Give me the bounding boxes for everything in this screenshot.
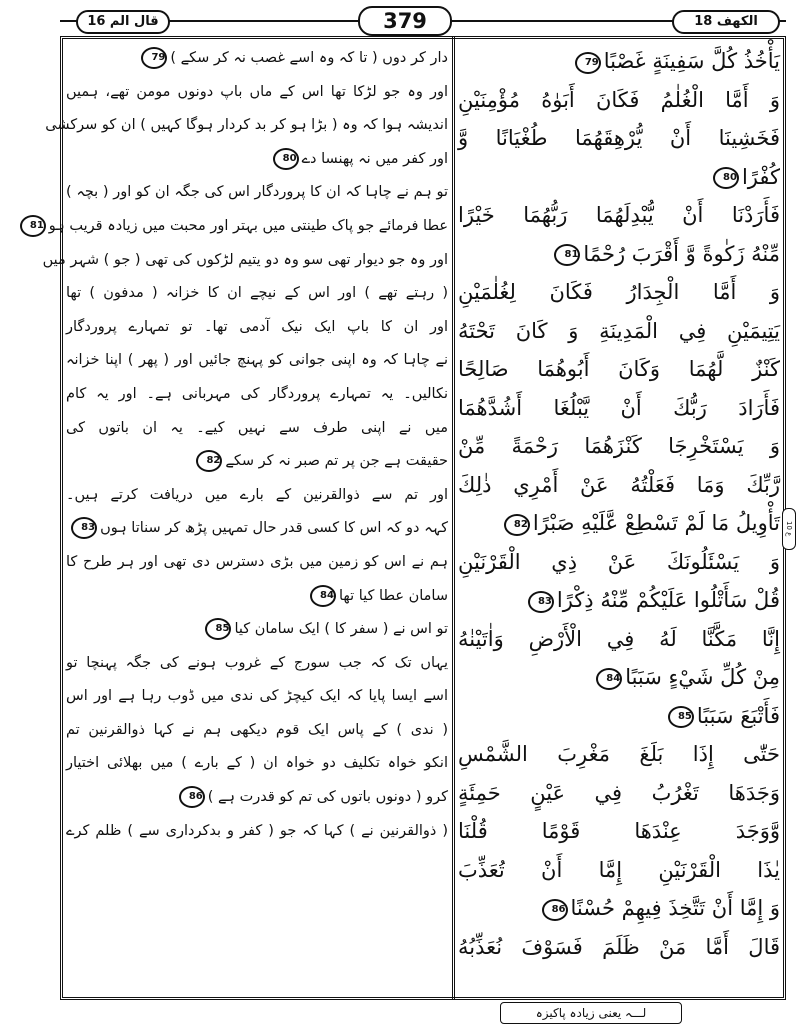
- urdu-translation-column: [29, 42, 448, 848]
- urdu-translation-text: دار کر دوں ( تا کہ وہ اسے غصب نہ کر سکے ): [170, 50, 448, 66]
- arabic-verse-text: وَ أَمَّا الْغُلٰمُ فَكَانَ أَبَوٰهُ مُؤْمِنَيْنِ: [458, 87, 780, 112]
- arabic-verse-text: حَتّٰى إِذَا بَلَغَ مَغْرِبَ الشَّمْسِ: [458, 742, 780, 766]
- urdu-translation-text: اندیشہ ہوا کہ وہ ( بڑا ہو کر بد کردار ہوگا کہیں ) ان کو سرکشی: [45, 117, 448, 134]
- ayah-number-marker: 79: [575, 52, 601, 74]
- arabic-verse-line: [458, 196, 780, 235]
- urdu-translation-text: ( ذوالقرنین نے ) کہا کہ جو ( کفر و بدکرداری سے ) ظلم کرے: [66, 822, 448, 839]
- urdu-translation-line: [66, 143, 448, 177]
- urdu-translation-line: [66, 176, 448, 210]
- ayah-number-marker: 81: [554, 244, 580, 266]
- urdu-translation-text: ( ندی ) کے پاس ایک قوم دیکھی ہم نے کہا ذوالقرنین تم: [66, 721, 448, 738]
- ayah-number-marker: 79: [141, 47, 167, 69]
- urdu-translation-text: اور تم سے ذوالقرنین کے بارے میں دریافت کرتے ہیں۔: [66, 486, 448, 503]
- urdu-translation-text: ہم نے اس کو زمین میں بڑی دسترس دی تھی اور ہر طرح کا: [66, 553, 448, 570]
- quran-page: [20, 6, 793, 1020]
- urdu-translation-line: [66, 747, 448, 781]
- arabic-verse-text: وَ يَسْئَلُونَكَ عَنْ ذِي الْقَرْنَيْنِ: [458, 549, 780, 574]
- urdu-translation-line: [66, 546, 448, 580]
- arabic-verse-text: مِّنْهُ زَكٰوةً وَّ أَقْرَبَ رُحْمًا: [583, 241, 780, 266]
- urdu-translation-text: اور وہ جو لڑکا تھا اس کے ماں باپ دونوں مومن تھے، ہمیں: [66, 83, 448, 100]
- urdu-translation-line: [29, 210, 448, 244]
- ayah-number-marker: 86: [542, 899, 568, 921]
- arabic-verse-text: فَأَرَادَ رَبُّكَ أَنْ يَّبْلُغَا أَشُدَّهُمَا: [458, 395, 780, 420]
- urdu-translation-line: [45, 109, 448, 143]
- urdu-translation-text: نکالیں۔ یہ تمہارے پروردگار کی مہربانی ہے۔ اور یہ کام: [66, 385, 448, 402]
- urdu-translation-text: حقیقت ہے جن پر تم صبر نہ کر سکے: [225, 453, 448, 470]
- arabic-verse-text: فَأَرَدْنَا أَنْ يُّبْدِلَهُمَا رَبُّهُمَا خَيْرًا: [458, 203, 780, 227]
- urdu-translation-line: [66, 311, 448, 345]
- arabic-verse-line: [458, 658, 780, 697]
- urdu-translation-line: [66, 445, 448, 479]
- page-header: [20, 6, 786, 36]
- ayah-number-marker: 82: [504, 514, 530, 536]
- urdu-translation-text: میں نے اپنی طرف سے نہیں کیے۔ یہ ان باتوں کی: [66, 419, 448, 436]
- urdu-translation-line: [66, 412, 448, 446]
- urdu-translation-text: اور ان کا باپ ایک نیک آدمی تھا۔ تو تمہارے پروردگار: [66, 318, 448, 335]
- arabic-verse-line: [458, 812, 780, 851]
- arabic-verse-line: [458, 620, 780, 659]
- ayah-number-marker: 86: [179, 786, 205, 808]
- ayah-number-marker: 85: [668, 706, 694, 728]
- urdu-translation-line: [66, 277, 448, 311]
- urdu-translation-line: [66, 479, 448, 513]
- urdu-translation-line: [66, 580, 448, 614]
- ayah-number-marker: 83: [528, 591, 554, 613]
- page-number: 379: [358, 6, 452, 36]
- arabic-verse-text: قُلْ سَأَتْلُوا عَلَيْكُمْ مِّنْهُ ذِكْرًا: [556, 588, 780, 612]
- surah-name-label: الکھف 18: [672, 10, 780, 34]
- urdu-translation-text: انکو خواہ تکلیف دو خواہ ان ( کے بارے ) میں بھلائی اختیار: [66, 755, 448, 772]
- arabic-verse-text: يَأْخُذُ كُلَّ سَفِينَةٍ غَصْبًا: [603, 49, 780, 73]
- urdu-translation-text: کہہ دو کہ اس کا کسی قدر حال تمہیں پڑھ کر سناتا ہوں: [100, 520, 448, 537]
- urdu-translation-line: [66, 42, 448, 76]
- arabic-verse-text: فَأَتْبَعَ سَبَبًا: [696, 703, 780, 728]
- ayah-number-marker: 83: [71, 517, 97, 539]
- arabic-verse-line: [458, 273, 780, 312]
- arabic-verse-line: [458, 42, 780, 81]
- urdu-translation-line: [66, 344, 448, 378]
- arabic-verse-text: يَتِيمَيْنِ فِي الْمَدِينَةِ وَ كَانَ تَحْتَهُ: [458, 318, 780, 343]
- arabic-verse-line: [458, 543, 780, 582]
- arabic-verse-text: إِنَّا مَكَّنَّا لَهُ فِي الْأَرْضِ وَاٰتَيْنٰهُ: [458, 626, 780, 651]
- arabic-verse-text: وَ يَسْتَخْرِجَا كَنْزَهُمَا رَحْمَةً مِّنْ: [458, 434, 780, 458]
- arabic-verse-text: يٰذَا الْقَرْنَيْنِ إِمَّا أَنْ تُعَذِّبَ: [458, 857, 780, 882]
- urdu-translation-line: [66, 512, 448, 546]
- urdu-translation-text: تو ہم نے چاہا کہ ان کا پروردگار اس کی جگہ ان کو اور ( بچہ ): [66, 184, 448, 201]
- arabic-verse-text: قَالَ أَمَّا مَنْ ظَلَمَ فَسَوْفَ نُعَذِّبُهُ: [458, 934, 780, 959]
- arabic-verse-text: وَ إِمَّا أَنْ تَتَّخِذَ فِيهِمْ حُسْنًا: [570, 896, 780, 920]
- arabic-verse-line: [458, 774, 780, 813]
- arabic-verse-line: [458, 235, 780, 274]
- urdu-translation-text: اسے ایسا پایا کہ ایک کیچڑ کی ندی میں ڈوب رہا ہے اور اس: [66, 688, 448, 705]
- urdu-translation-line: [66, 714, 448, 748]
- urdu-translation-text: یہاں تک کہ جب سورج کے غروب ہونے کی جگہ پہنچا تو: [66, 654, 448, 671]
- urdu-translation-text: نے چاہا کہ وہ اپنی جوانی کو پہنچ جائیں اور ( پھر ) اپنا خزانہ: [66, 352, 448, 369]
- arabic-verse-line: [458, 427, 780, 466]
- urdu-translation-text: اور کفر میں نہ پھنسا دے: [301, 150, 448, 167]
- arabic-verse-line: [458, 119, 780, 158]
- ayah-number-marker: 82: [196, 450, 222, 472]
- ayah-number-marker: 84: [310, 585, 336, 607]
- arabic-verse-text: فَخَشِينَا أَنْ يُّرْهِقَهُمَا طُغْيَانًا وَّ: [458, 126, 780, 150]
- ayah-number-marker: 80: [273, 148, 299, 170]
- urdu-translation-line: [66, 781, 448, 815]
- arabic-verse-text: تَأْوِيلُ مَا لَمْ تَسْطِعْ عَّلَيْهِ صَبْرًا: [532, 511, 780, 535]
- arabic-verse-text: رَّبِّكَ وَمَا فَعَلْتُهُ عَنْ أَمْرِي ذٰلِكَ: [458, 472, 780, 497]
- urdu-translation-text: اور وہ جو دیوار تھی سو وہ دو یتیم لڑکوں کی تھی ( جو ) شہر میں: [42, 251, 448, 268]
- arabic-verse-line: [458, 81, 780, 120]
- urdu-translation-text: ( رہتے تھے ) اور اس کے نیچے ان کا خزانہ ( مدفون ) تھا: [66, 285, 448, 302]
- arabic-verse-line: [458, 889, 780, 928]
- arabic-verse-line: [458, 851, 780, 890]
- ayah-number-marker: 84: [596, 668, 622, 690]
- arabic-verse-text: كُفْرًا: [741, 164, 780, 189]
- arabic-verse-line: [458, 928, 780, 967]
- arabic-verse-text: مِنْ كُلِّ شَيْءٍ سَبَبًا: [625, 665, 780, 689]
- urdu-translation-line: [66, 378, 448, 412]
- arabic-verse-text: وَجَدَهَا تَغْرُبُ فِي عَيْنٍ حَمِئَةٍ: [458, 780, 780, 805]
- arabic-verse-line: [458, 504, 780, 543]
- urdu-translation-line: [66, 647, 448, 681]
- arabic-verse-line: [458, 581, 780, 620]
- arabic-verse-text: وَ أَمَّا الْجِدَارُ فَكَانَ لِغُلٰمَيْنِ: [458, 280, 780, 304]
- arabic-verse-line: [458, 312, 780, 351]
- ruku-marker: ع 10: [782, 508, 796, 550]
- urdu-translation-line: [42, 244, 448, 278]
- arabic-verse-line: [458, 697, 780, 736]
- arabic-verse-line: [458, 466, 780, 505]
- urdu-translation-text: عطا فرمائے جو پاک طینتی میں بہتر اور محبت میں زیادہ قریب ہو: [48, 217, 448, 234]
- arabic-verse-text: وَّوَجَدَ عِنْدَهَا قَوْمًا قُلْنَا: [458, 819, 780, 843]
- footnote: لـــہ یعنی زیادہ پاکیزہ: [500, 1002, 682, 1024]
- arabic-verse-line: [458, 158, 780, 197]
- arabic-text-column: [458, 42, 780, 966]
- urdu-translation-line: [66, 613, 448, 647]
- urdu-translation-line: [66, 815, 448, 849]
- arabic-verse-line: [458, 350, 780, 389]
- para-name-label: قال الم 16: [76, 10, 170, 34]
- urdu-translation-text: تو اس نے ( سفر کا ) ایک سامان کیا: [234, 621, 448, 638]
- ayah-number-marker: 80: [713, 167, 739, 189]
- urdu-translation-line: [66, 680, 448, 714]
- ayah-number-marker: 81: [20, 215, 46, 237]
- column-divider: [452, 36, 455, 1000]
- arabic-verse-text: كَنْزٌ لَّهُمَا وَكَانَ أَبُوهُمَا صَالِحًا: [458, 357, 780, 381]
- urdu-translation-text: سامان عطا کیا تھا: [338, 587, 448, 604]
- ayah-number-marker: 85: [205, 618, 231, 640]
- arabic-verse-line: [458, 389, 780, 428]
- arabic-verse-line: [458, 735, 780, 774]
- urdu-translation-line: [66, 76, 448, 110]
- urdu-translation-text: کرو ( دونوں باتوں کی تم کو قدرت ہے ): [207, 789, 448, 806]
